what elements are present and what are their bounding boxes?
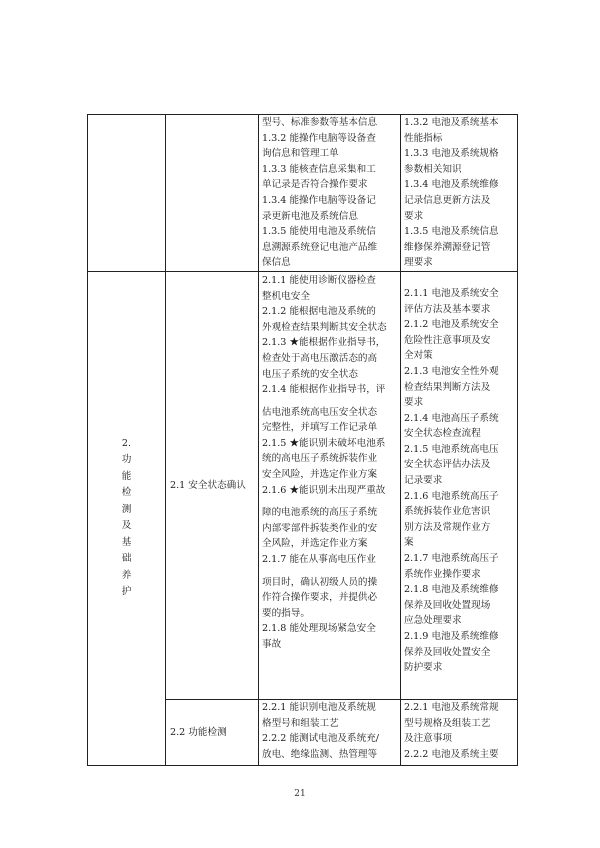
item-line: 估电池系统高电压安全状态 — [262, 406, 378, 418]
item-line: 2.1.1 能使用诊断仪器检查 — [262, 274, 376, 286]
knowledge-list — [404, 115, 514, 271]
item-line: 保养及回收处置安全 — [404, 646, 491, 658]
unit-title: 2.2 功能检测 — [170, 726, 227, 738]
skill-list — [262, 700, 397, 762]
skill-list — [262, 273, 397, 653]
item-line: 2.1.2 电池及系统安全 — [404, 319, 499, 331]
unit-title-cell — [166, 699, 259, 765]
knowledge-cell — [401, 699, 518, 765]
item-line: 2.2.2 电池及系统主要 — [404, 748, 499, 760]
knowledge-cell — [401, 115, 518, 272]
item-line: 保信息 — [262, 257, 291, 269]
item-line: 项目时，确认初级人员的操 — [262, 576, 378, 588]
item-line: 型号、标准参数等基本信息 — [262, 117, 378, 128]
item-line: 防护要求 — [404, 662, 443, 674]
item-line: 1.3.4 能操作电脑等设备记 — [262, 194, 376, 206]
item-line: 2.1.6 电池系统高压子 — [404, 490, 499, 502]
item-line: 别方法及常规作业方 — [404, 521, 491, 533]
item-line: 2.1.6 ★能识别未出现严重故 — [262, 484, 386, 496]
page-number: 21 — [294, 789, 306, 799]
item-line: 统的高电压子系统拆装作业 — [262, 453, 378, 465]
item-line: 完整性，并填写工作记录单 — [262, 422, 378, 434]
item-line: 2.1.7 电池系统高压子 — [404, 553, 499, 565]
item-line: 作符合操作要求，并提供必 — [262, 592, 378, 604]
item-line: 2.1.5 ★能识别未破坏电池系 — [262, 437, 386, 449]
module-cell-empty — [88, 115, 166, 272]
unit-cell-empty — [166, 115, 259, 272]
item-line: 全对策 — [404, 350, 433, 362]
item-line: 系统拆装作业危害识 — [404, 506, 491, 518]
item-line: 2.1.4 能根据作业指导书，评 — [262, 384, 386, 396]
item-line: 单记录是否符合操作要求 — [262, 179, 368, 191]
unit-title: 2.1 安全状态确认 — [170, 479, 246, 491]
item-line: 2.2.2 能测试电池及系统充/ — [262, 733, 380, 745]
item-line: 1.3.2 能操作电脑等设备查 — [262, 132, 376, 144]
skill-list — [262, 115, 397, 271]
module-cell — [88, 271, 166, 765]
item-line: 放电、绝缘监测、热管理等 — [262, 748, 378, 760]
item-line: 型号规格及组装工艺 — [404, 717, 491, 729]
item-line: 安全状态评估办法及 — [404, 459, 491, 471]
table-row — [88, 271, 518, 699]
item-line: 1.3.2 电池及系统基本 — [404, 117, 499, 128]
item-line: 要求 — [404, 397, 424, 409]
item-line: 障的电池系统的高压子系统 — [262, 507, 378, 519]
item-line: 2.1.1 电池及系统安全 — [404, 287, 499, 299]
standard-table — [87, 114, 518, 766]
item-line: 保养及回收处置现场 — [404, 599, 491, 611]
item-line: 性能指标 — [404, 132, 443, 144]
item-line: 应急处理要求 — [404, 615, 462, 627]
item-line: 外观检查结果判断其安全状态 — [262, 321, 387, 333]
skill-cell — [259, 699, 401, 765]
item-line: 2.1.8 电池及系统维修 — [404, 584, 499, 596]
item-line: 录更新电池及系统信息 — [262, 210, 358, 222]
module-title: 功能检测及基础养护 — [121, 454, 132, 598]
item-line: 要求 — [404, 210, 424, 222]
item-line: 2.1.4 电池高压子系统 — [404, 412, 499, 424]
item-line: 事故 — [262, 639, 282, 650]
item-line: 电压子系统的安全状态 — [262, 368, 358, 380]
item-line: 整机电安全 — [262, 290, 310, 302]
item-line: 危险性注意事项及安 — [404, 334, 491, 346]
item-line: 1.3.5 电池及系统信息 — [404, 226, 499, 238]
knowledge-list — [404, 700, 514, 762]
item-line: 全风险，并选定作业方案 — [262, 538, 368, 550]
item-line: 1.3.3 电池及系统规格 — [404, 148, 499, 160]
item-line: 内部零部件拆装类作业的安 — [262, 522, 378, 534]
knowledge-list — [404, 286, 514, 676]
item-line: 2.1.3 ★能根据作业指导书， — [262, 337, 386, 349]
table-row — [88, 115, 518, 272]
skill-cell — [259, 271, 401, 699]
item-line: 案 — [404, 537, 414, 549]
item-line: 2.1.5 电池系统高电压 — [404, 443, 499, 455]
item-line: 检查处于高电压激活态的高 — [262, 352, 378, 364]
item-line: 安全风险，并选定作业方案 — [262, 469, 378, 481]
unit-title-cell — [166, 271, 259, 699]
item-line: 2.1.7 能在从事高电压作业 — [262, 554, 376, 566]
item-line: 记录信息更新方法及 — [404, 194, 491, 206]
item-line: 2.1.9 电池及系统维修 — [404, 631, 499, 642]
item-line: 息溯源系统登记电池产品维 — [262, 241, 378, 253]
item-line: 格型号和组装工艺 — [262, 717, 339, 729]
item-line: 2.2.1 电池及系统常规 — [404, 701, 499, 713]
item-line: 参数相关知识 — [404, 163, 462, 175]
item-line: 2.2.1 能识别电池及系统规 — [262, 701, 376, 713]
item-line: 2.1.2 能根据电池及系统的 — [262, 306, 376, 318]
item-line: 检查结果判断方法及 — [404, 381, 491, 393]
item-line: 1.3.4 电池及系统维修 — [404, 179, 499, 191]
item-line: 维修保养溯源登记管 — [404, 241, 491, 253]
item-line: 2.1.3 电池安全性外观 — [404, 365, 499, 377]
item-line: 及注意事项 — [404, 733, 452, 745]
item-line: 1.3.5 能使用电池及系统信 — [262, 226, 376, 238]
item-line: 询信息和管理工单 — [262, 148, 339, 160]
item-line: 系统作业操作要求 — [404, 568, 481, 580]
item-line: 理要求 — [404, 257, 433, 269]
item-line: 要的指导。 — [262, 607, 310, 619]
knowledge-cell — [401, 271, 518, 699]
item-line: 记录要求 — [404, 475, 443, 487]
skill-cell — [259, 115, 401, 272]
item-line: 评估方法及基本要求 — [404, 303, 491, 315]
module-number: 2. — [121, 437, 132, 449]
item-line: 安全状态检查流程 — [404, 428, 481, 440]
item-line: 1.3.3 能核查信息采集和工 — [262, 163, 376, 175]
item-line: 2.1.8 能处理现场紧急安全 — [262, 623, 376, 635]
